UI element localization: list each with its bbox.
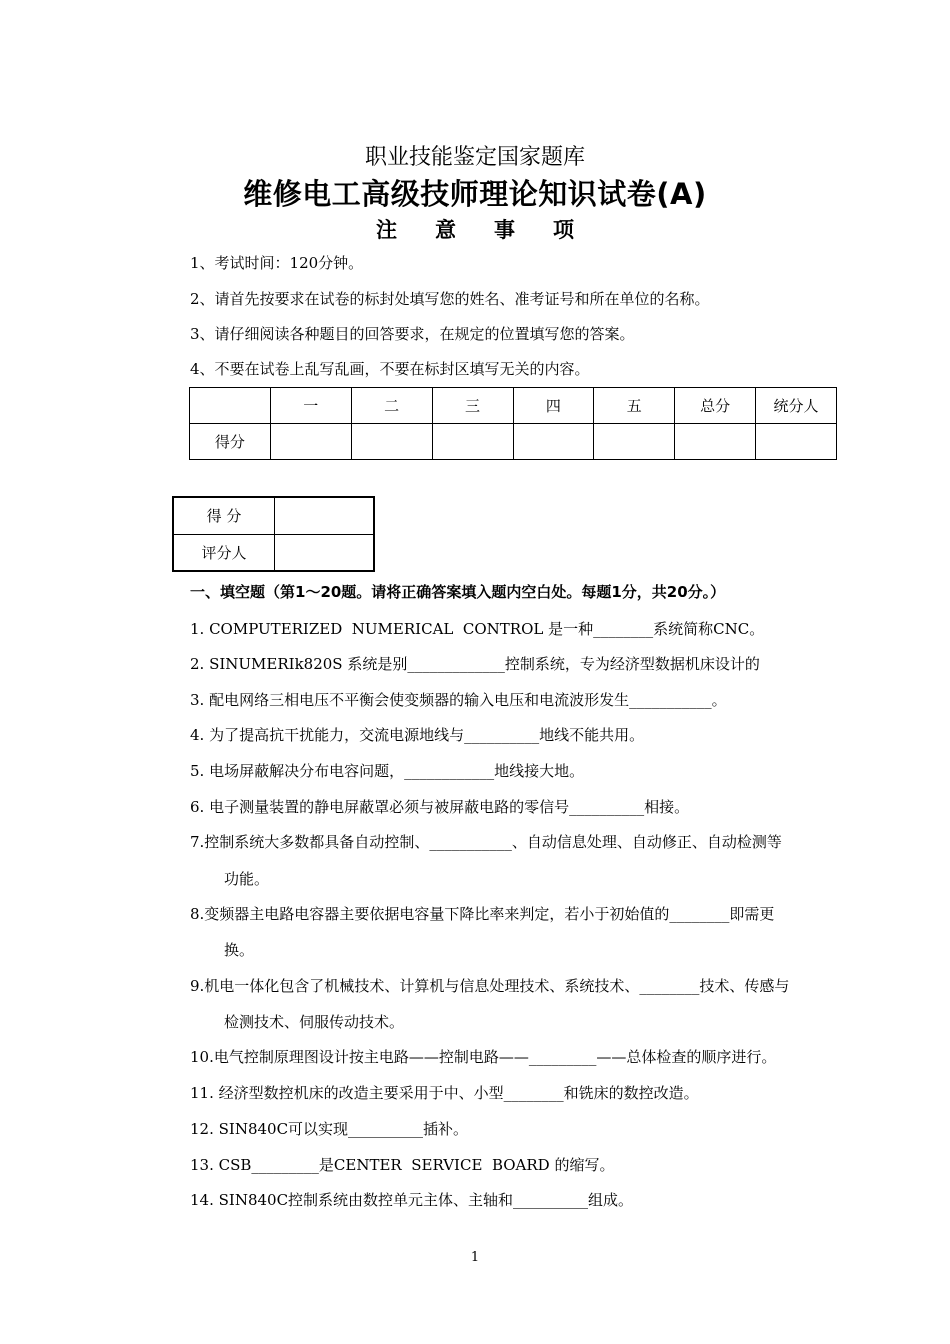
notice-item: 4、不要在试卷上乱写乱画，不要在标封区填写无关的内容。 <box>190 360 590 378</box>
question-item: 11. 经济型数控机床的改造主要采用于中、小型________和铣床的数控改造。 <box>190 1084 699 1102</box>
score-cell[interactable] <box>513 424 594 460</box>
question-item: 12. SIN840C可以实现__________插补。 <box>190 1120 469 1138</box>
score-cell[interactable] <box>675 424 756 460</box>
score-table-header-cell: 二 <box>351 388 432 424</box>
question-item: 9.机电一体化包含了机械技术、计算机与信息处理技术、系统技术、________技术、传感与 <box>190 977 790 995</box>
score-cell[interactable] <box>270 424 351 460</box>
score-table-header-cell: 总分 <box>675 388 756 424</box>
score-cell[interactable] <box>351 424 432 460</box>
question-item: 13. CSB_________是CENTER SERVICE BOARD 的缩写。 <box>190 1156 615 1174</box>
section-title: 一、填空题（第1～20题。请将正确答案填入题内空白处。每题1分，共20分。） <box>190 583 726 601</box>
notice-heading: 注意事项 <box>376 218 612 242</box>
question-item: 1. COMPUTERIZED NUMERICAL CONTROL 是一种________系统简称CNC。 <box>190 620 765 638</box>
question-item: 10.电气控制原理图设计按主电路——控制电路——_________——总体检查的顺序进行。 <box>190 1048 777 1066</box>
score-row-label: 得分 <box>190 424 271 460</box>
notice-item: 3、请仔细阅读各种题目的回答要求，在规定的位置填写您的答案。 <box>190 325 635 343</box>
section-score-cell[interactable] <box>275 497 375 534</box>
notice-item: 2、请首先按要求在试卷的标封处填写您的姓名、准考证号和所在单位的名称。 <box>190 290 710 308</box>
question-item: 8.变频器主电路电容器主要依据电容量下降比率来判定，若小于初始值的________即需更 <box>190 905 775 923</box>
question-continuation: 检测技术、伺服传动技术。 <box>224 1013 405 1031</box>
question-item: 14. SIN840C控制系统由数控单元主体、主轴和__________组成。 <box>190 1191 634 1209</box>
question-continuation: 换。 <box>224 941 255 959</box>
score-table-header-cell: 三 <box>432 388 513 424</box>
question-item: 3. 配电网络三相电压不平衡会使变频器的输入电压和电流波形发生___________。 <box>190 691 727 709</box>
score-table-score-row <box>190 424 837 460</box>
question-item: 2. SINUMERIk820S 系统是别_____________控制系统，专为经济型数据机床设计的 <box>190 655 760 673</box>
question-item: 6. 电子测量装置的静电屏蔽罩必须与被屏蔽电路的零信号__________相接。 <box>190 798 690 816</box>
section-grader-label: 评分人 <box>173 534 275 571</box>
section-grader-cell[interactable] <box>275 534 375 571</box>
score-cell[interactable] <box>756 424 837 460</box>
notice-item: 1、考试时间：120分钟。 <box>190 254 364 272</box>
score-cell[interactable] <box>432 424 513 460</box>
question-item: 4. 为了提高抗干扰能力，交流电源地线与__________地线不能共用。 <box>190 726 645 744</box>
page-number: 1 <box>470 1250 480 1265</box>
question-item: 5. 电场屏蔽解决分布电容问题，____________地线接大地。 <box>190 762 585 780</box>
score-table-header-cell: 统分人 <box>756 388 837 424</box>
score-table <box>189 387 837 460</box>
question-continuation: 功能。 <box>224 870 270 888</box>
score-table-header-row <box>190 388 837 424</box>
section-grader-table <box>172 496 375 572</box>
score-cell[interactable] <box>594 424 675 460</box>
section-score-label: 得 分 <box>173 497 275 534</box>
score-table-header-cell: 一 <box>270 388 351 424</box>
score-table-header-cell: 四 <box>513 388 594 424</box>
question-item: 7.控制系统大多数都具备自动控制、___________、自动信息处理、自动修正、自动检测等 <box>190 833 782 851</box>
exam-paper-title: 维修电工高级技师理论知识试卷(A) <box>243 177 707 211</box>
exam-bank-title: 职业技能鉴定国家题库 <box>364 145 585 170</box>
score-table-header-cell: 五 <box>594 388 675 424</box>
score-table-header-cell <box>190 388 271 424</box>
